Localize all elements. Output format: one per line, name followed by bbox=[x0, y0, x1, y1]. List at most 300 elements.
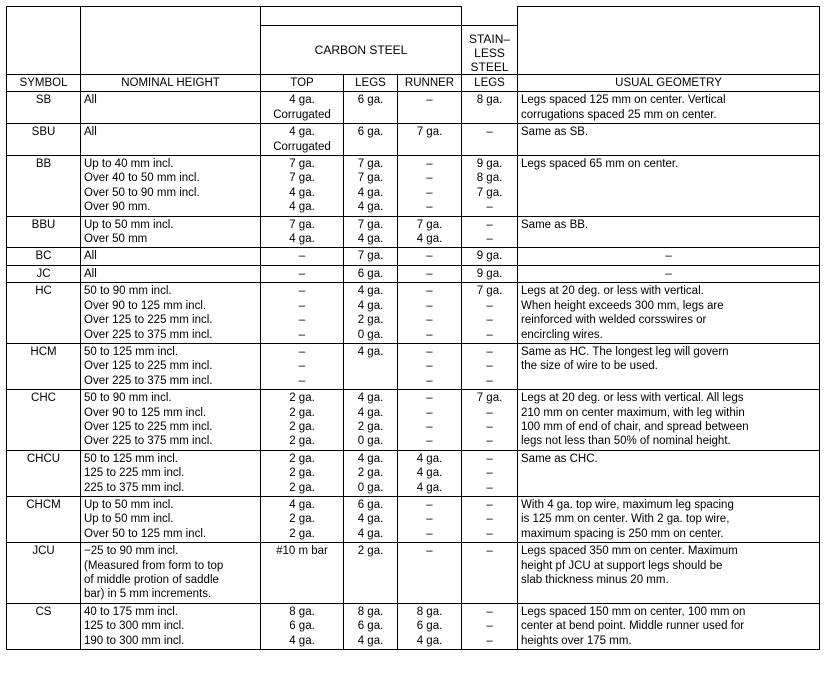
header-legs: LEGS bbox=[344, 75, 398, 92]
table-row bbox=[7, 92, 820, 124]
height-line: Up to 50 mm incl. bbox=[84, 498, 174, 511]
height-line: 50 to 90 mm incl. bbox=[84, 285, 172, 298]
bar-supports-table bbox=[6, 6, 820, 650]
runner-line: – bbox=[426, 267, 433, 280]
runner-line: – bbox=[426, 545, 433, 558]
symbol-text: JC bbox=[36, 267, 51, 280]
legs-cell bbox=[344, 216, 398, 248]
symbol-cell bbox=[7, 343, 81, 389]
nominal-height-cell bbox=[81, 283, 261, 344]
top-line: 4 ga. bbox=[289, 201, 315, 214]
geometry-line: Legs spaced 65 mm on center. bbox=[521, 158, 679, 171]
ss-legs-line: – bbox=[486, 513, 493, 526]
nominal-height-cell bbox=[81, 543, 261, 604]
height-line: Over 50 to 125 mm incl. bbox=[84, 527, 207, 540]
runner-line: – bbox=[426, 201, 433, 214]
top-line: 7 ga. bbox=[289, 172, 315, 185]
height-line: Over 225 to 375 mm incl. bbox=[84, 435, 213, 448]
ss-legs-line: 7 ga. bbox=[476, 285, 503, 298]
legs-line: 4 ga. bbox=[357, 392, 384, 405]
nominal-height-cell bbox=[81, 156, 261, 217]
top-line: 4 ga. bbox=[289, 233, 315, 246]
ss-legs-line: 9 ga. bbox=[476, 267, 503, 280]
top-line: – bbox=[298, 267, 306, 280]
height-line: Over 225 to 375 mm incl. bbox=[84, 374, 213, 387]
runner-line: 4 ga. bbox=[416, 481, 443, 494]
top-cell bbox=[261, 124, 344, 156]
height-line: 50 to 125 mm incl. bbox=[84, 452, 178, 465]
geometry-cell bbox=[518, 156, 820, 217]
nominal-height-cell bbox=[81, 92, 261, 124]
header-blank-geometry bbox=[518, 7, 820, 26]
symbol-text: SBU bbox=[31, 126, 56, 139]
table-row bbox=[7, 216, 820, 248]
legs-cell bbox=[344, 283, 398, 344]
nominal-height-cell bbox=[81, 450, 261, 496]
top-cell bbox=[261, 283, 344, 344]
height-line: Over 40 to 50 mm incl. bbox=[84, 172, 200, 185]
ss-legs-cell bbox=[462, 283, 518, 344]
geometry-cell bbox=[518, 543, 820, 604]
nominal-height-cell bbox=[81, 390, 261, 451]
ss-legs-line: – bbox=[486, 345, 493, 358]
header-spacer-geometry bbox=[518, 26, 820, 75]
table-row bbox=[7, 343, 820, 389]
top-cell bbox=[261, 156, 344, 217]
symbol-cell bbox=[7, 92, 81, 124]
legs-cell bbox=[344, 92, 398, 124]
runner-line: – bbox=[426, 374, 433, 387]
runner-line: – bbox=[426, 360, 433, 373]
legs-line bbox=[347, 374, 394, 388]
ss-legs-line: – bbox=[486, 374, 493, 387]
legs-cell bbox=[344, 248, 398, 265]
nominal-height-cell bbox=[81, 265, 261, 282]
legs-line: 4 ga. bbox=[357, 452, 384, 465]
top-line: 7 ga. bbox=[289, 218, 315, 231]
ss-legs-line: – bbox=[486, 620, 493, 633]
ss-legs-cell bbox=[462, 92, 518, 124]
runner-line: 4 ga. bbox=[416, 634, 443, 647]
top-line: – bbox=[298, 360, 306, 373]
symbol-text: HC bbox=[35, 285, 52, 298]
runner-line: 8 ga. bbox=[416, 605, 443, 618]
runner-line: – bbox=[426, 392, 433, 405]
ss-legs-line: – bbox=[486, 218, 493, 231]
runner-line: – bbox=[426, 513, 433, 526]
ss-legs-line: – bbox=[486, 634, 493, 647]
table-row bbox=[7, 496, 820, 542]
top-cell bbox=[261, 92, 344, 124]
height-line: of middle protion of saddle bbox=[84, 574, 219, 586]
height-line: Over 50 mm bbox=[84, 233, 148, 246]
height-line: Over 50 to 90 mm incl. bbox=[84, 186, 200, 199]
table-row bbox=[7, 543, 820, 604]
runner-line: 7 ga. bbox=[416, 218, 443, 231]
ss-legs-cell bbox=[462, 343, 518, 389]
legs-line bbox=[347, 359, 394, 373]
ss-legs-line: – bbox=[486, 360, 493, 373]
runner-line: – bbox=[426, 94, 433, 107]
geometry-line: encircling wires. bbox=[521, 328, 603, 341]
runner-line: – bbox=[426, 172, 433, 185]
legs-line: 4 ga. bbox=[357, 186, 384, 199]
ss-legs-line: 9 ga. bbox=[476, 158, 503, 171]
height-line: Over 125 to 225 mm incl. bbox=[84, 360, 213, 373]
runner-cell bbox=[398, 92, 462, 124]
geometry-line: Same as CHC. bbox=[521, 452, 598, 465]
ss-legs-cell bbox=[462, 603, 518, 649]
legs-line: 4 ga. bbox=[357, 406, 384, 419]
geometry-cell bbox=[518, 124, 820, 156]
top-line: 2 ga. bbox=[289, 467, 315, 480]
runner-line: – bbox=[426, 345, 433, 358]
ss-legs-line: – bbox=[486, 126, 493, 139]
legs-cell bbox=[344, 543, 398, 604]
runner-line: – bbox=[426, 250, 433, 263]
header-blank-carbon bbox=[261, 7, 462, 26]
header-blank-symbol bbox=[7, 7, 81, 26]
geometry-line: Legs at 20 deg. or less with vertical. bbox=[521, 285, 704, 298]
runner-cell bbox=[398, 283, 462, 344]
runner-cell bbox=[398, 450, 462, 496]
geometry-line: Legs spaced 150 mm on center, 100 mm on bbox=[521, 605, 746, 618]
runner-line: – bbox=[426, 498, 433, 511]
runner-line: – bbox=[426, 406, 433, 419]
runner-line: – bbox=[426, 186, 433, 199]
table-row bbox=[7, 390, 820, 451]
geometry-cell bbox=[518, 496, 820, 542]
runner-cell bbox=[398, 248, 462, 265]
symbol-text: SB bbox=[35, 94, 52, 107]
legs-line: 2 ga. bbox=[357, 467, 384, 480]
table-row bbox=[7, 156, 820, 217]
geometry-line: When height exceeds 300 mm, legs are bbox=[521, 299, 724, 312]
legs-line: 2 ga. bbox=[357, 314, 384, 327]
top-line: 2 ga. bbox=[289, 435, 315, 448]
runner-line: 6 ga. bbox=[416, 620, 443, 633]
table-row bbox=[7, 450, 820, 496]
geometry-line: 100 mm of end of chair, and spread between bbox=[521, 420, 749, 433]
runner-line: – bbox=[426, 527, 433, 540]
header-spacer-symbol bbox=[7, 26, 81, 75]
top-line: 2 ga. bbox=[289, 527, 315, 540]
runner-cell bbox=[398, 124, 462, 156]
top-cell bbox=[261, 496, 344, 542]
runner-line: 7 ga. bbox=[416, 126, 443, 139]
header-blank-ss bbox=[462, 7, 518, 26]
top-line: Corrugated bbox=[273, 140, 331, 153]
geometry-cell bbox=[518, 92, 820, 124]
geometry-line: Legs spaced 125 mm on center. Vertical bbox=[521, 94, 726, 107]
symbol-text: BB bbox=[35, 158, 52, 171]
ss-legs-cell bbox=[462, 543, 518, 604]
runner-cell bbox=[398, 603, 462, 649]
top-line: – bbox=[298, 328, 306, 341]
symbol-cell bbox=[7, 283, 81, 344]
legs-line: 0 ga. bbox=[357, 481, 384, 494]
nominal-height-cell bbox=[81, 496, 261, 542]
ss-legs-line: – bbox=[486, 299, 493, 312]
runner-line: 4 ga. bbox=[416, 233, 443, 246]
runner-cell bbox=[398, 496, 462, 542]
legs-line: 4 ga. bbox=[357, 345, 384, 358]
ss-legs-cell bbox=[462, 248, 518, 265]
legs-cell bbox=[344, 390, 398, 451]
height-line: Up to 40 mm incl. bbox=[84, 158, 174, 171]
symbol-cell bbox=[7, 124, 81, 156]
table-row bbox=[7, 265, 820, 282]
legs-line: 7 ga. bbox=[357, 250, 384, 263]
geometry-line: – bbox=[665, 250, 672, 263]
symbol-cell bbox=[7, 156, 81, 217]
header-ss-legs: LEGS bbox=[462, 75, 518, 92]
runner-line: – bbox=[426, 299, 433, 312]
table-row bbox=[7, 283, 820, 344]
ss-legs-cell bbox=[462, 156, 518, 217]
header-stainless-line-1: STAIN– bbox=[468, 32, 511, 46]
geometry-line: Legs spaced 350 mm on center. Maximum bbox=[521, 545, 738, 558]
header-top: TOP bbox=[261, 75, 344, 92]
top-cell bbox=[261, 543, 344, 604]
top-line: – bbox=[298, 345, 306, 358]
geometry-line: With 4 ga. top wire, maximum leg spacing bbox=[521, 498, 734, 511]
height-line: Up to 50 mm incl. bbox=[84, 218, 174, 231]
height-line: (Measured from form to top bbox=[84, 559, 224, 572]
geometry-cell bbox=[518, 283, 820, 344]
legs-line: 6 ga. bbox=[357, 498, 384, 511]
top-line: – bbox=[298, 314, 306, 327]
geometry-line: center at bend point. Middle runner used for bbox=[521, 620, 745, 633]
top-cell bbox=[261, 603, 344, 649]
top-line: 2 ga. bbox=[289, 513, 315, 526]
legs-cell bbox=[344, 156, 398, 217]
nominal-height-cell bbox=[81, 124, 261, 156]
height-line: Over 125 to 225 mm incl. bbox=[84, 314, 213, 327]
legs-line: 7 ga. bbox=[357, 172, 384, 185]
geometry-line: Same as SB. bbox=[521, 126, 589, 139]
top-line: 4 ga. bbox=[289, 126, 315, 139]
symbol-cell bbox=[7, 265, 81, 282]
height-line: 125 to 225 mm incl. bbox=[84, 467, 185, 480]
top-line: 2 ga. bbox=[289, 392, 315, 405]
legs-line: 4 ga. bbox=[357, 527, 384, 540]
top-cell bbox=[261, 343, 344, 389]
ss-legs-line: – bbox=[486, 545, 493, 558]
height-line: Up to 50 mm incl. bbox=[84, 513, 174, 526]
ss-legs-line: – bbox=[486, 605, 493, 618]
ss-legs-line: – bbox=[486, 467, 493, 480]
geometry-cell bbox=[518, 216, 820, 248]
symbol-cell bbox=[7, 216, 81, 248]
symbol-text: JCU bbox=[32, 545, 55, 558]
top-line: 4 ga. bbox=[289, 186, 315, 199]
legs-line: 4 ga. bbox=[357, 201, 384, 214]
ss-legs-cell bbox=[462, 450, 518, 496]
height-line: Over 90 to 125 mm incl. bbox=[84, 406, 207, 419]
symbol-cell bbox=[7, 603, 81, 649]
header-stainless-line-2: LESS bbox=[474, 46, 505, 60]
top-line: 2 ga. bbox=[289, 406, 315, 419]
geometry-line: legs not less than 50% of nominal height. bbox=[521, 435, 731, 448]
top-line: 7 ga. bbox=[289, 158, 315, 171]
legs-cell bbox=[344, 450, 398, 496]
header-spacer-height bbox=[81, 26, 261, 75]
legs-line: 2 ga. bbox=[357, 420, 384, 433]
header-usual-geometry: USUAL GEOMETRY bbox=[518, 75, 820, 92]
legs-cell bbox=[344, 124, 398, 156]
symbol-cell bbox=[7, 248, 81, 265]
header-symbol: SYMBOL bbox=[7, 75, 81, 92]
legs-cell bbox=[344, 265, 398, 282]
table-row bbox=[7, 248, 820, 265]
height-line: Over 225 to 375 mm incl. bbox=[84, 328, 213, 341]
legs-line: 4 ga. bbox=[357, 634, 384, 647]
legs-line: 7 ga. bbox=[357, 158, 384, 171]
runner-cell bbox=[398, 543, 462, 604]
geometry-line: – bbox=[665, 267, 672, 280]
geometry-line: maximum spacing is 250 mm on center. bbox=[521, 527, 724, 540]
top-cell bbox=[261, 248, 344, 265]
top-line: Corrugated bbox=[273, 108, 331, 121]
symbol-cell bbox=[7, 450, 81, 496]
height-line: 50 to 90 mm incl. bbox=[84, 392, 172, 405]
height-line: −25 to 90 mm incl. bbox=[84, 545, 179, 558]
symbol-text: BBU bbox=[31, 218, 56, 231]
runner-line: – bbox=[426, 285, 433, 298]
ss-legs-line: – bbox=[486, 435, 493, 448]
ss-legs-line: 8 ga. bbox=[476, 94, 503, 107]
top-line: 4 ga. bbox=[289, 498, 315, 511]
nominal-height-cell bbox=[81, 216, 261, 248]
geometry-line: Same as BB. bbox=[521, 218, 589, 231]
height-line: Over 90 mm. bbox=[84, 201, 151, 214]
header-carbon-steel: CARBON STEEL bbox=[261, 26, 462, 75]
top-line: 6 ga. bbox=[289, 620, 315, 633]
top-line: 4 ga. bbox=[289, 94, 315, 107]
nominal-height-cell bbox=[81, 248, 261, 265]
geometry-line: height pf JCU at support legs should be bbox=[521, 559, 723, 572]
geometry-line: Legs at 20 deg. or less with vertical. All legs bbox=[521, 392, 744, 405]
ss-legs-line: – bbox=[486, 498, 493, 511]
table-row bbox=[7, 124, 820, 156]
runner-line: – bbox=[426, 435, 433, 448]
top-line: 8 ga. bbox=[289, 605, 315, 618]
top-line: – bbox=[298, 250, 306, 263]
height-line: All bbox=[84, 267, 97, 280]
ss-legs-line: 8 ga. bbox=[476, 172, 503, 185]
legs-cell bbox=[344, 343, 398, 389]
runner-cell bbox=[398, 216, 462, 248]
ss-legs-line: – bbox=[486, 406, 493, 419]
legs-line: 0 ga. bbox=[357, 328, 384, 341]
runner-line: 4 ga. bbox=[416, 467, 443, 480]
runner-line: – bbox=[426, 328, 433, 341]
header-nominal-height: NOMINAL HEIGHT bbox=[81, 75, 261, 92]
height-line: Over 125 to 225 mm incl. bbox=[84, 420, 213, 433]
runner-cell bbox=[398, 265, 462, 282]
runner-cell bbox=[398, 343, 462, 389]
runner-cell bbox=[398, 390, 462, 451]
symbol-text: HCM bbox=[30, 345, 57, 358]
top-cell bbox=[261, 265, 344, 282]
geometry-cell bbox=[518, 450, 820, 496]
top-line: 2 ga. bbox=[289, 481, 315, 494]
top-line: – bbox=[298, 285, 306, 298]
header-blank-height bbox=[81, 7, 261, 26]
height-line: Over 90 to 125 mm incl. bbox=[84, 299, 207, 312]
header-stainless-steel bbox=[462, 26, 518, 75]
geometry-cell bbox=[518, 343, 820, 389]
legs-cell bbox=[344, 496, 398, 542]
geometry-line: is 125 mm on center. With 2 ga. top wire, bbox=[521, 513, 730, 526]
height-line: All bbox=[84, 94, 97, 107]
runner-cell bbox=[398, 156, 462, 217]
header-runner: RUNNER bbox=[398, 75, 462, 92]
ss-legs-cell bbox=[462, 124, 518, 156]
top-line: 4 ga. bbox=[289, 634, 315, 647]
legs-line: 6 ga. bbox=[357, 267, 384, 280]
legs-cell bbox=[344, 603, 398, 649]
symbol-text: CS bbox=[35, 605, 52, 618]
ss-legs-line: – bbox=[486, 481, 493, 494]
geometry-line: the size of wire to be used. bbox=[521, 360, 658, 373]
legs-line: 2 ga. bbox=[357, 545, 384, 558]
height-line: All bbox=[84, 126, 97, 139]
height-line: bar) in 5 mm increments. bbox=[84, 588, 212, 601]
legs-line: 6 ga. bbox=[357, 620, 384, 633]
geometry-cell bbox=[518, 603, 820, 649]
ss-legs-line: – bbox=[486, 527, 493, 540]
runner-line: – bbox=[426, 314, 433, 327]
ss-legs-line: 7 ga. bbox=[476, 392, 503, 405]
geometry-cell bbox=[518, 248, 820, 265]
geometry-cell bbox=[518, 265, 820, 282]
top-line: 2 ga. bbox=[289, 452, 315, 465]
ss-legs-line: – bbox=[486, 314, 493, 327]
height-line: 225 to 375 mm incl. bbox=[84, 481, 185, 494]
nominal-height-cell bbox=[81, 343, 261, 389]
ss-legs-cell bbox=[462, 265, 518, 282]
header-stainless-line-3: STEEL bbox=[470, 60, 509, 74]
top-line: – bbox=[298, 299, 306, 312]
top-line: – bbox=[298, 374, 306, 387]
ss-legs-cell bbox=[462, 390, 518, 451]
ss-legs-line: 9 ga. bbox=[476, 250, 503, 263]
geometry-line: slab thickness minus 20 mm. bbox=[521, 574, 669, 586]
ss-legs-line: – bbox=[486, 420, 493, 433]
geometry-line: heights over 175 mm. bbox=[521, 634, 632, 647]
legs-line: 4 ga. bbox=[357, 513, 384, 526]
legs-line: 4 ga. bbox=[357, 233, 384, 246]
top-line: #10 m bar bbox=[276, 545, 328, 558]
ss-legs-cell bbox=[462, 216, 518, 248]
geometry-line: corrugations spaced 25 mm on center. bbox=[521, 108, 717, 121]
legs-line: 4 ga. bbox=[357, 299, 384, 312]
top-cell bbox=[261, 450, 344, 496]
symbol-text: BC bbox=[35, 250, 52, 263]
runner-line: 4 ga. bbox=[416, 452, 443, 465]
top-line: 2 ga. bbox=[289, 420, 315, 433]
ss-legs-line: – bbox=[486, 233, 493, 246]
geometry-line: Same as HC. The longest leg will govern bbox=[521, 345, 729, 358]
symbol-cell bbox=[7, 543, 81, 604]
symbol-text: CHCU bbox=[26, 452, 61, 465]
ss-legs-line: – bbox=[486, 452, 493, 465]
legs-line: 8 ga. bbox=[357, 605, 384, 618]
ss-legs-line: 7 ga. bbox=[476, 186, 503, 199]
top-cell bbox=[261, 216, 344, 248]
